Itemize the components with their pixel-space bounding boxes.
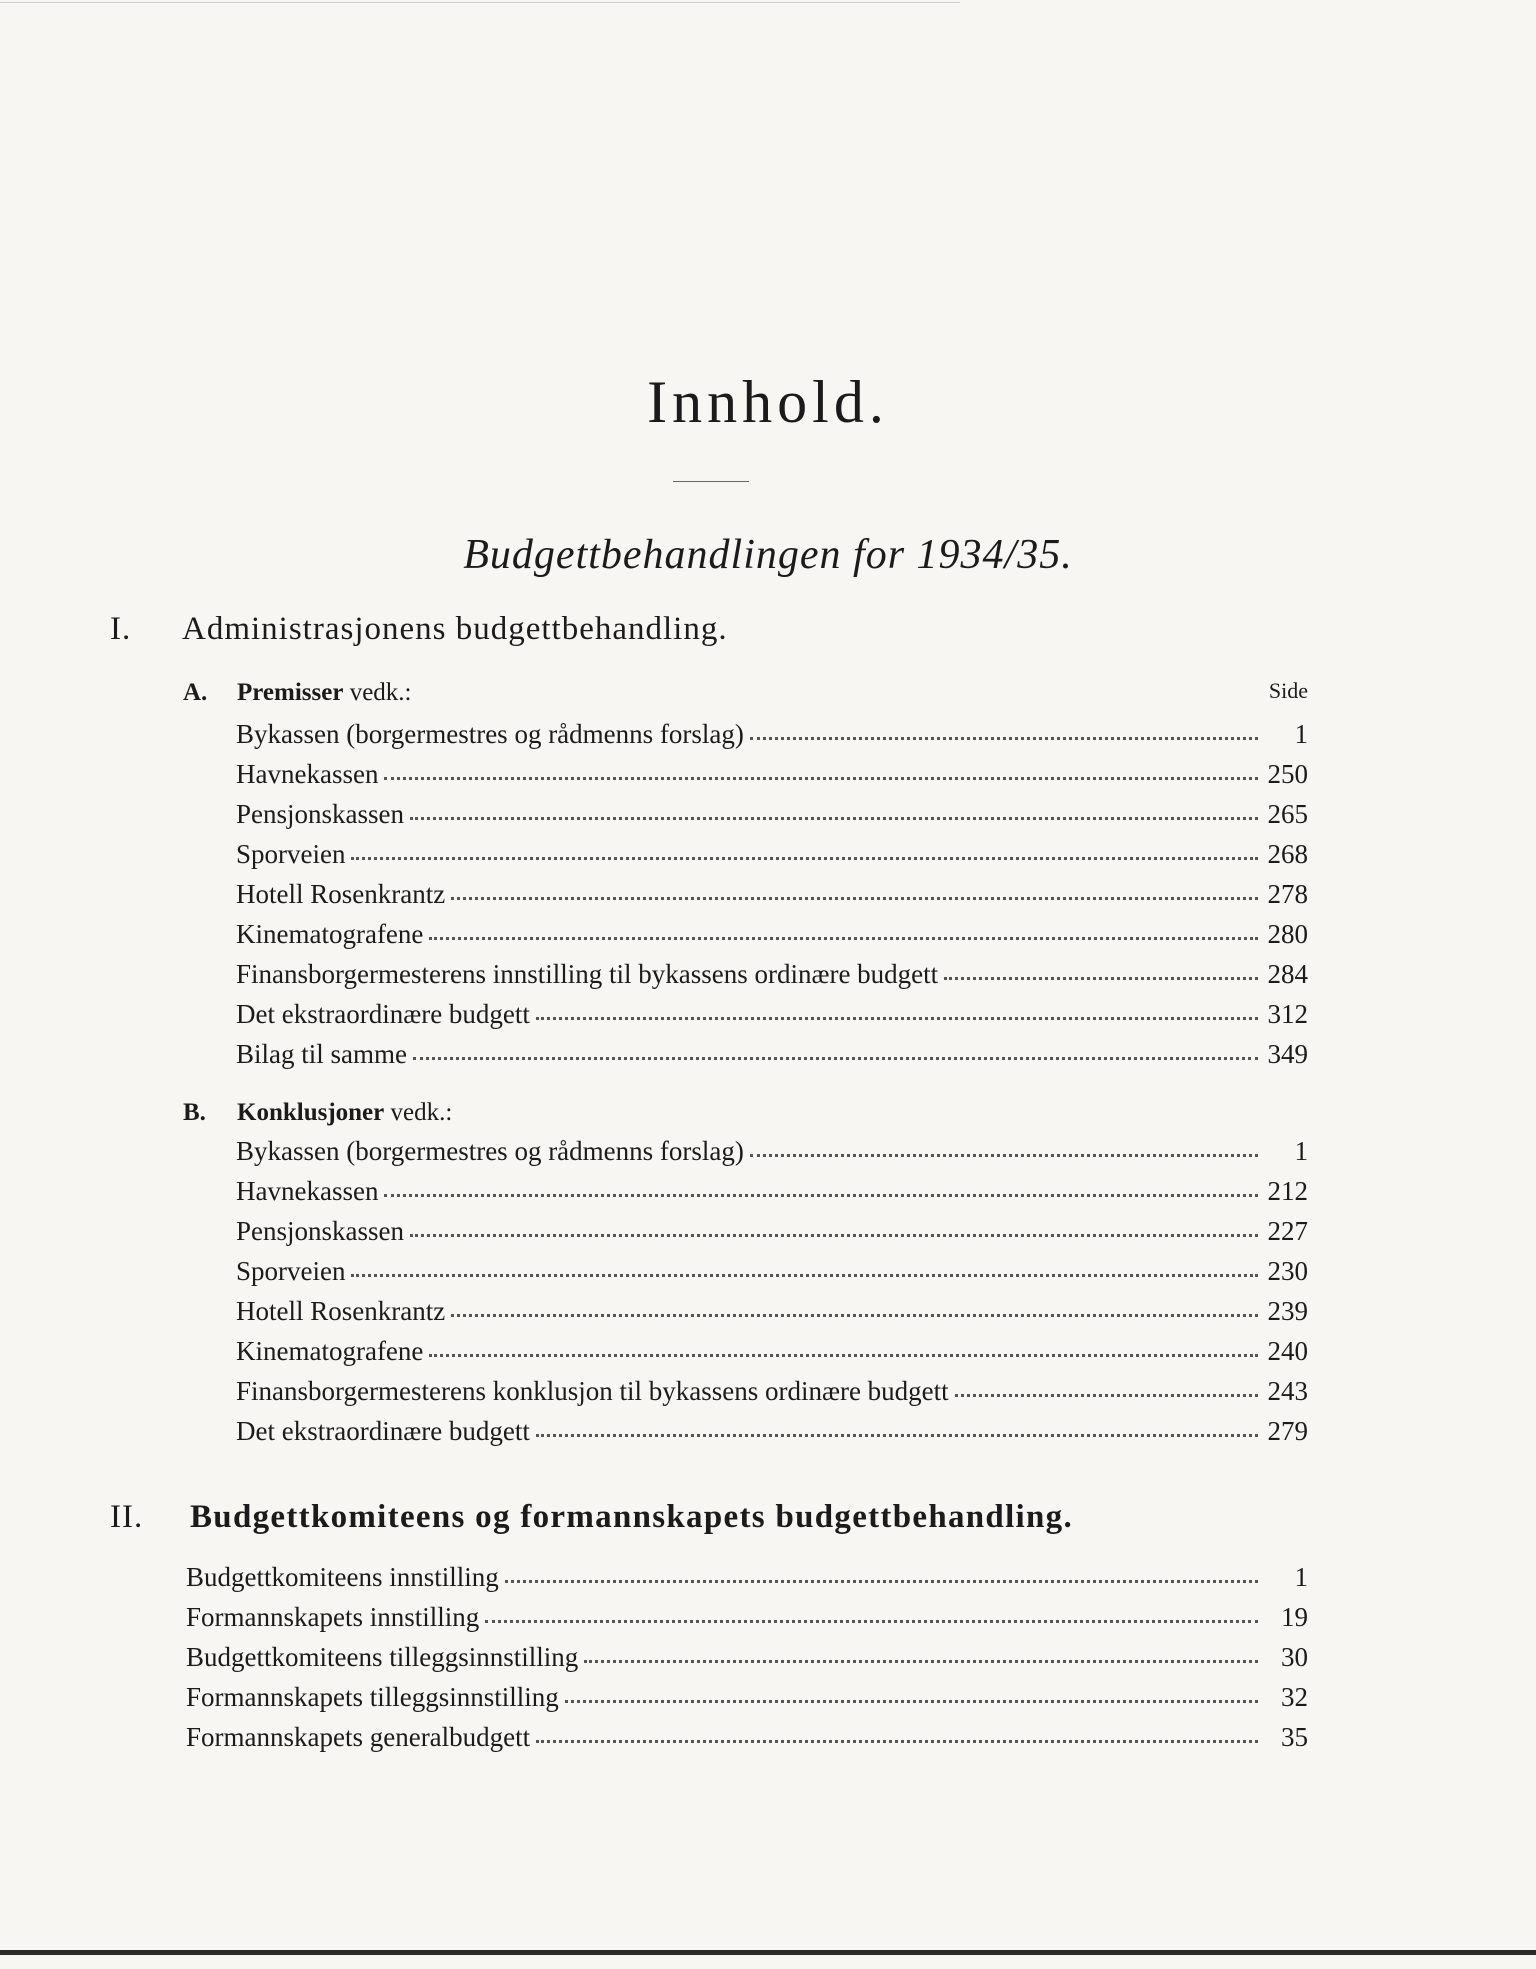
toc-page-number: 278 <box>1267 879 1308 909</box>
toc-entry-text: Formannskapets innstilling <box>186 1602 480 1632</box>
dot-leader <box>750 733 1258 740</box>
toc-entry-text: Kinematografene <box>236 1336 424 1366</box>
toc-row[interactable] <box>236 1001 1308 1028</box>
dot-leader <box>750 1150 1258 1157</box>
title-divider <box>673 481 749 482</box>
toc-page-number: 280 <box>1267 919 1308 949</box>
dot-leader <box>384 1190 1258 1197</box>
toc-entry-text: Det ekstraordinære budgett <box>236 1416 530 1446</box>
toc-entry-text: Det ekstraordinære budgett <box>236 999 530 1029</box>
section-a-letter: A. <box>183 679 208 706</box>
part-i-heading <box>110 613 728 646</box>
toc-row[interactable] <box>236 921 1308 948</box>
toc-page-number: 265 <box>1267 799 1308 829</box>
dot-leader <box>384 773 1258 780</box>
toc-row[interactable] <box>236 1041 1308 1068</box>
toc-entry-text: Formannskapets generalbudgett <box>186 1722 531 1752</box>
toc-row[interactable] <box>236 761 1308 788</box>
toc-entry-text: Hotell Rosenkrantz <box>236 1296 446 1326</box>
toc-row[interactable] <box>236 1218 1308 1245</box>
part-ii-heading <box>110 1501 1073 1534</box>
toc-page-number: 312 <box>1267 999 1308 1029</box>
part-ii-title: Budgettkomiteens og formannskapets budgettbehandling. <box>190 1499 1074 1535</box>
toc-entry-text: Pensjonskassen <box>236 799 404 829</box>
section-b-label: Konklusjoner <box>237 1099 385 1126</box>
toc-page-number: 35 <box>1281 1722 1308 1752</box>
toc-row[interactable] <box>236 1258 1308 1285</box>
dot-leader <box>536 1430 1258 1437</box>
toc-entry-text: Finansborgermesterens innstilling til bykassens ordinære budgett <box>236 959 939 989</box>
section-b-suffix: vedk.: <box>384 1099 453 1126</box>
toc-entry-text: Havnekassen <box>236 759 379 789</box>
top-edge-rule <box>0 2 960 3</box>
toc-row[interactable] <box>236 1178 1308 1205</box>
toc-page-number: 349 <box>1267 1039 1308 1069</box>
toc-page-number: 279 <box>1267 1416 1308 1446</box>
part-i-title: Administrasjonens budgettbehandling. <box>182 611 728 647</box>
dot-leader <box>485 1616 1258 1623</box>
toc-page-number: 268 <box>1267 839 1308 869</box>
toc-page-number: 284 <box>1267 959 1308 989</box>
toc-entry-text: Kinematografene <box>236 919 424 949</box>
toc-page-number: 30 <box>1281 1642 1308 1672</box>
toc-entry-text: Bykassen (borgermestres og rådmenns forslag) <box>236 1136 744 1166</box>
toc-page-number: 19 <box>1281 1602 1308 1632</box>
toc-row[interactable] <box>236 1138 1308 1165</box>
toc-page-number: 212 <box>1267 1176 1308 1206</box>
toc-row[interactable] <box>236 1418 1308 1445</box>
toc-row[interactable] <box>236 961 1308 988</box>
dot-leader <box>429 1350 1258 1357</box>
toc-entry-text: Bykassen (borgermestres og rådmenns forslag) <box>236 719 744 749</box>
toc-row[interactable] <box>236 1338 1308 1365</box>
toc-page-number: 240 <box>1267 1336 1308 1366</box>
section-a-suffix: vedk.: <box>343 679 412 706</box>
toc-entry-text: Sporveien <box>236 1256 346 1286</box>
section-a-heading <box>183 680 411 705</box>
toc-page-number: 230 <box>1267 1256 1308 1286</box>
bottom-edge-rule <box>0 1950 1536 1955</box>
toc-row[interactable] <box>186 1724 1308 1751</box>
toc-entry-text: Hotell Rosenkrantz <box>236 879 446 909</box>
toc-row[interactable] <box>236 721 1308 748</box>
toc-row[interactable] <box>186 1564 1308 1591</box>
dot-leader <box>955 1390 1258 1397</box>
dot-leader <box>536 1013 1258 1020</box>
section-b-letter: B. <box>183 1099 206 1126</box>
dot-leader <box>410 813 1258 820</box>
dot-leader <box>565 1696 1258 1703</box>
page-title: Innhold. <box>647 369 889 435</box>
toc-page-number: 1 <box>1294 1562 1308 1592</box>
toc-page-number: 32 <box>1281 1682 1308 1712</box>
toc-entry-text: Formannskapets tilleggsinnstilling <box>186 1682 559 1712</box>
toc-row[interactable] <box>186 1644 1308 1671</box>
dot-leader <box>351 1270 1258 1277</box>
toc-row[interactable] <box>186 1604 1308 1631</box>
toc-entry-text: Pensjonskassen <box>236 1216 404 1246</box>
section-a-label: Premisser <box>237 679 344 706</box>
toc-page-number: 250 <box>1267 759 1308 789</box>
dot-leader <box>584 1656 1258 1663</box>
toc-page-number: 227 <box>1267 1216 1308 1246</box>
toc-entry-text: Sporveien <box>236 839 346 869</box>
page-subtitle: Budgettbehandlingen for 1934/35. <box>463 532 1073 578</box>
section-b-heading <box>183 1100 452 1125</box>
dot-leader <box>351 853 1258 860</box>
part-ii-numeral: II. <box>110 1499 144 1535</box>
dot-leader <box>536 1736 1258 1743</box>
toc-page-number: 239 <box>1267 1296 1308 1326</box>
toc-entry-text: Havnekassen <box>236 1176 379 1206</box>
dot-leader <box>413 1053 1258 1060</box>
toc-page-number: 1 <box>1294 719 1308 749</box>
part-i-numeral: I. <box>110 611 132 647</box>
toc-page-number: 1 <box>1294 1136 1308 1166</box>
dot-leader <box>451 893 1258 900</box>
dot-leader <box>505 1576 1258 1583</box>
dot-leader <box>944 973 1258 980</box>
toc-row[interactable] <box>236 1378 1308 1405</box>
dot-leader <box>410 1230 1258 1237</box>
toc-row[interactable] <box>236 881 1308 908</box>
toc-page-number: 243 <box>1267 1376 1308 1406</box>
toc-row[interactable] <box>236 801 1308 828</box>
dot-leader <box>451 1310 1258 1317</box>
side-column-label: Side <box>1268 678 1308 703</box>
toc-entry-text: Budgettkomiteens tilleggsinnstilling <box>186 1642 579 1672</box>
toc-entry-text: Budgettkomiteens innstilling <box>186 1562 499 1592</box>
dot-leader <box>429 933 1258 940</box>
toc-row[interactable] <box>236 841 1308 868</box>
toc-row[interactable] <box>236 1298 1308 1325</box>
toc-entry-text: Finansborgermesterens konklusjon til bykassens ordinære budgett <box>236 1376 949 1406</box>
toc-entry-text: Bilag til samme <box>236 1039 407 1069</box>
toc-row[interactable] <box>186 1684 1308 1711</box>
